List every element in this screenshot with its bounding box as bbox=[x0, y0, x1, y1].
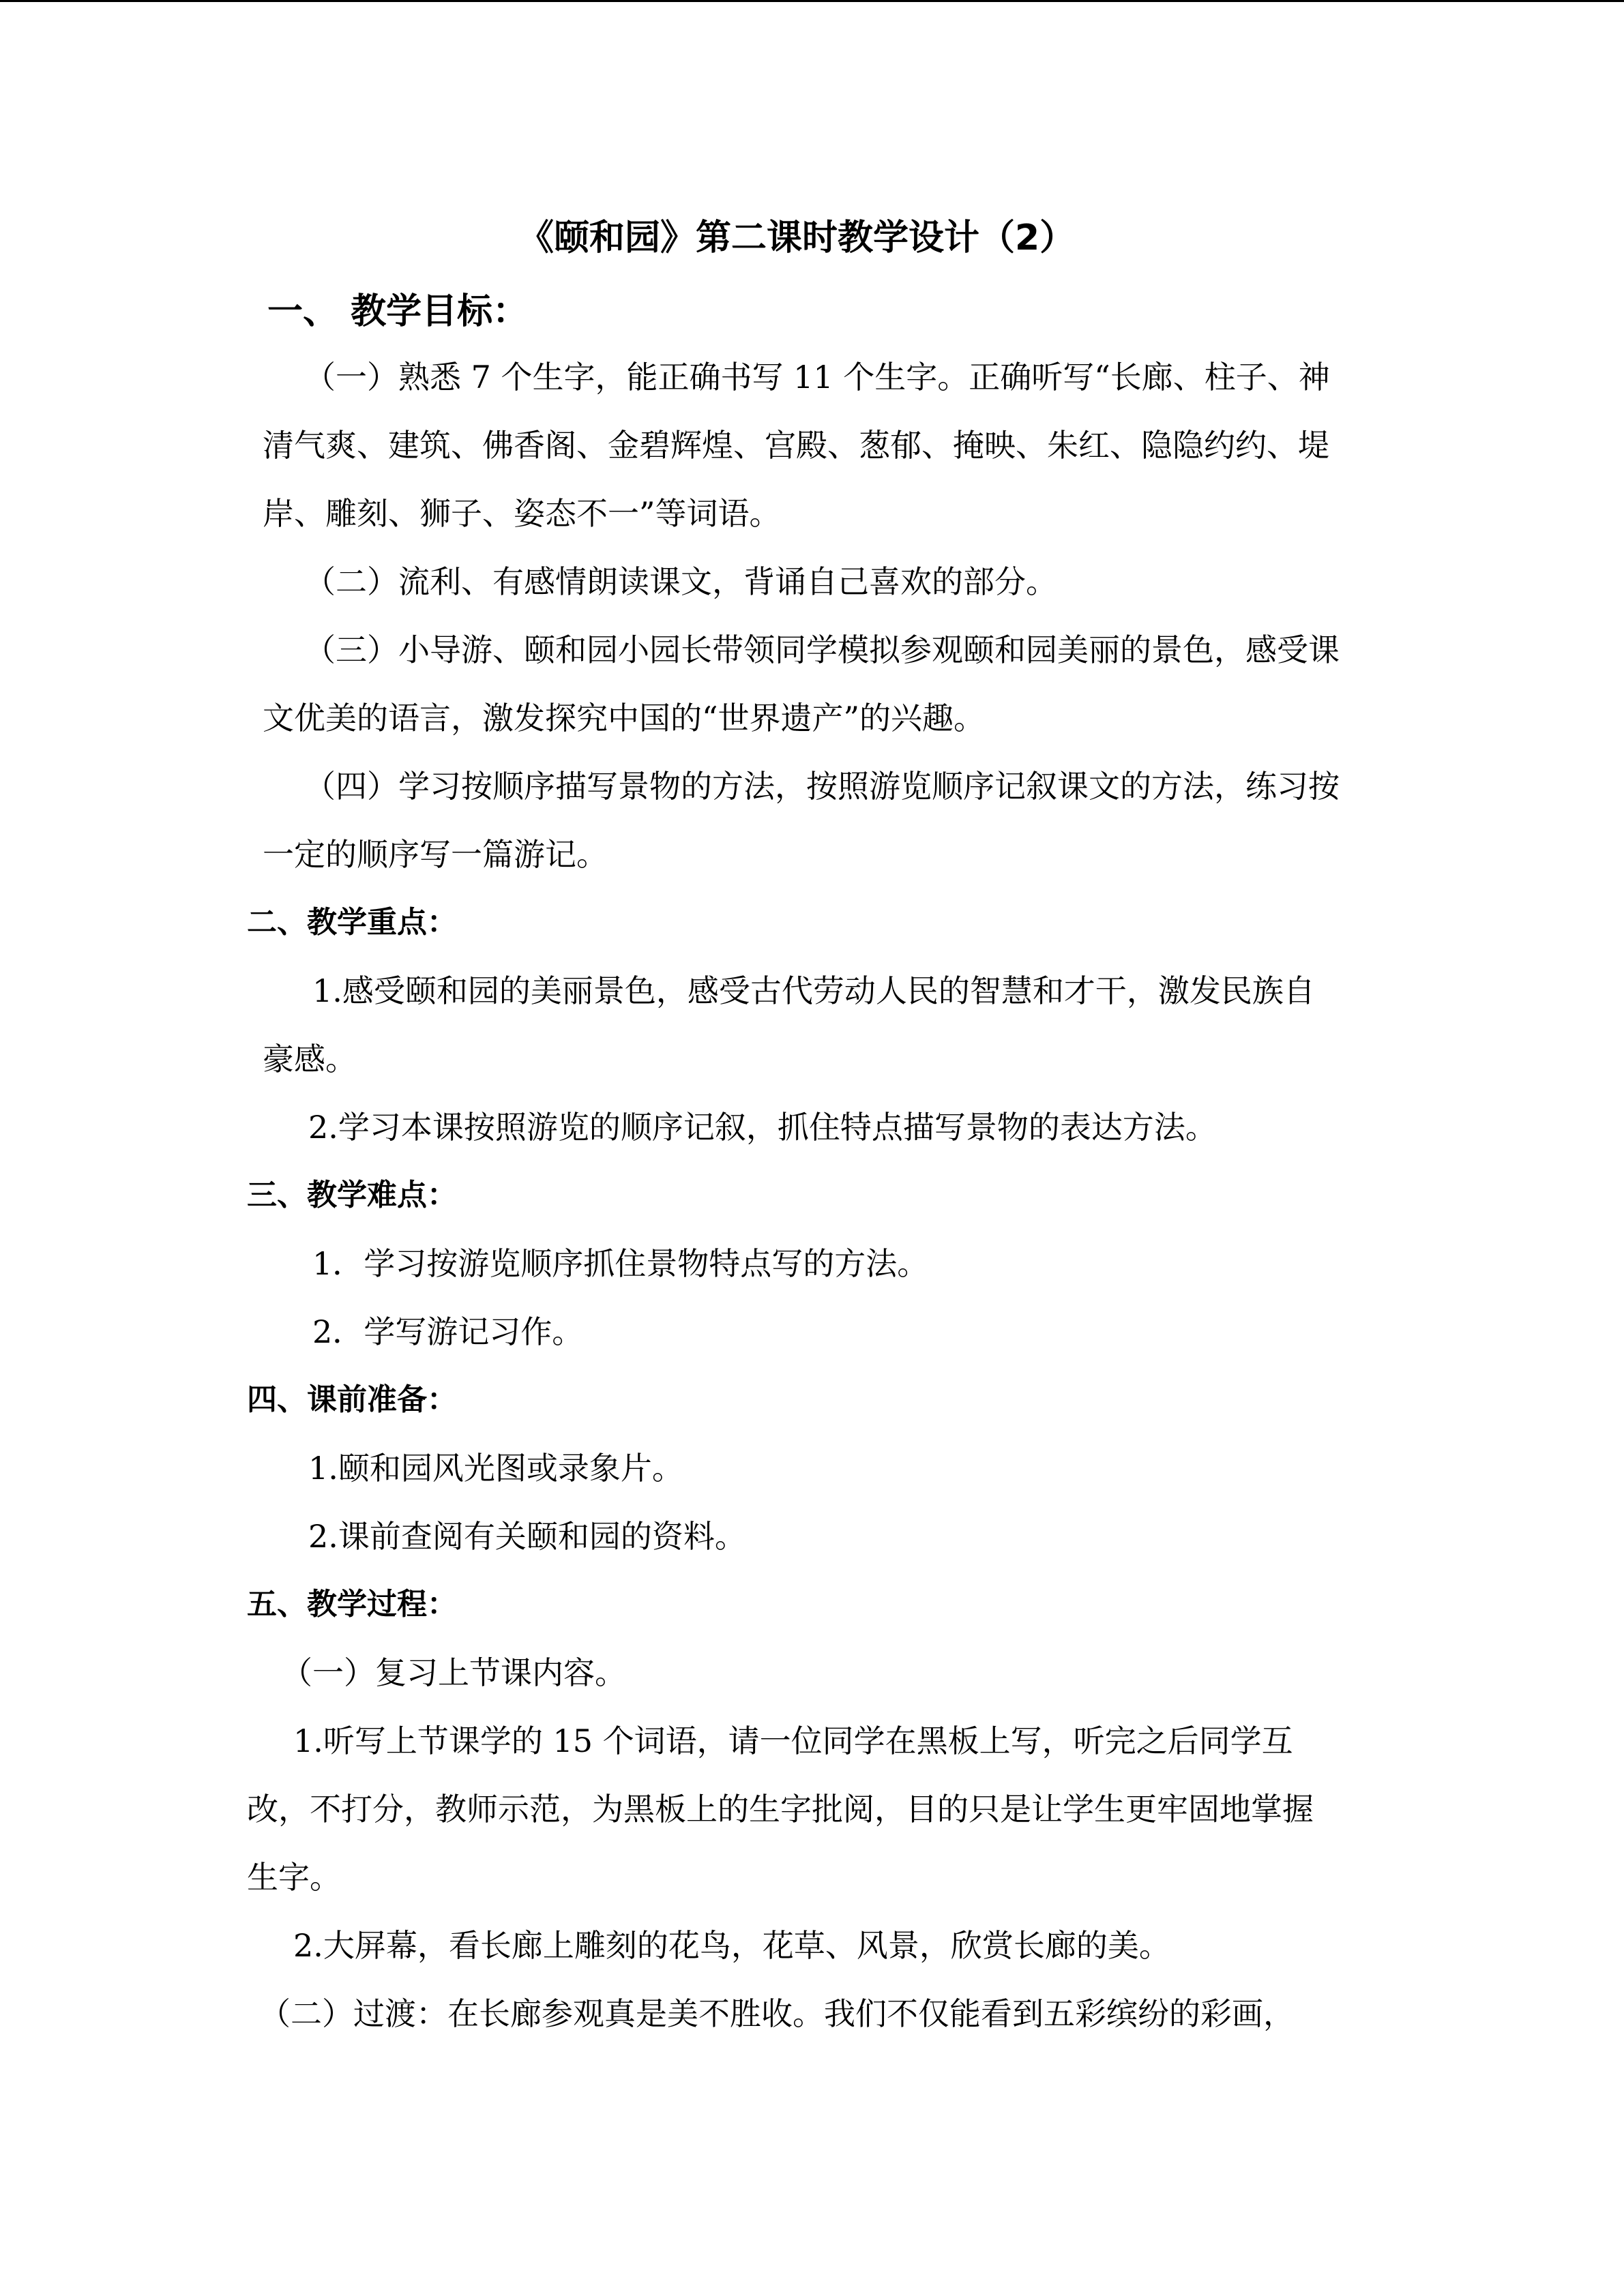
section-heading-difficulties: 三、教学难点： bbox=[247, 1178, 457, 1212]
paragraph-line: 2.课前查阅有关颐和园的资料。 bbox=[308, 1518, 746, 1555]
paragraph-line: 豪感。 bbox=[263, 1041, 357, 1077]
paragraph-line: （三）小导游、颐和园小园长带领同学模拟参观颐和园美丽的景色，感受课 bbox=[304, 631, 1340, 668]
paragraph-line: 生字。 bbox=[247, 1859, 341, 1896]
paragraph-line: 1.颐和园风光图或录象片。 bbox=[308, 1450, 683, 1487]
section-heading-key-points: 二、教学重点： bbox=[247, 905, 457, 940]
paragraph-line: （一）复习上节课内容。 bbox=[281, 1654, 626, 1691]
paragraph-line: 一定的顺序写一篇游记。 bbox=[263, 836, 608, 873]
paragraph-line: （一）熟悉 7 个生字，能正确书写 11 个生字。正确听写“长廊、柱子、神 bbox=[304, 359, 1330, 396]
paragraph-line: 1.听写上节课学的 15 个词语，请一位同学在黑板上写，听完之后同学互 bbox=[293, 1723, 1293, 1759]
paragraph-line: 岸、雕刻、狮子、姿态不一”等词语。 bbox=[263, 495, 781, 532]
paragraph-line: 1.感受颐和园的美丽景色，感受古代劳动人民的智慧和才干，激发民族自 bbox=[312, 972, 1315, 1009]
section-heading-objectives: 一、 教学目标： bbox=[267, 291, 529, 332]
paragraph-line: 文优美的语言，激发探究中国的“世界遗产”的兴趣。 bbox=[263, 700, 986, 736]
paragraph-line: （四）学习按顺序描写景物的方法，按照游览顺序记叙课文的方法，练习按 bbox=[304, 768, 1340, 805]
section-heading-process: 五、教学过程： bbox=[247, 1587, 457, 1622]
document-title: 《颐和园》第二课时教学设计（2） bbox=[518, 218, 1076, 258]
paragraph-line: 1．学习按游览顺序抓住景物特点写的方法。 bbox=[312, 1245, 929, 1282]
paragraph-line: 清气爽、建筑、佛香阁、金碧辉煌、宫殿、葱郁、掩映、朱红、隐隐约约、堤 bbox=[263, 427, 1329, 464]
paragraph-line: （二）流利、有感情朗读课文，背诵自己喜欢的部分。 bbox=[304, 563, 1057, 600]
paragraph-line: （二）过渡：在长廊参观真是美不胜收。我们不仅能看到五彩缤纷的彩画， bbox=[259, 1995, 1295, 2032]
paragraph-line: 2.学习本课按照游览的顺序记叙，抓住特点描写景物的表达方法。 bbox=[308, 1109, 1217, 1146]
section-heading-preparation: 四、课前准备： bbox=[247, 1382, 457, 1417]
paragraph-line: 改，不打分，教师示范，为黑板上的生字批阅，目的只是让学生更牢固地掌握 bbox=[247, 1791, 1314, 1828]
paragraph-line: 2.大屏幕，看长廊上雕刻的花鸟，花草、风景，欣赏长廊的美。 bbox=[293, 1927, 1170, 1964]
paragraph-line: 2．学写游记习作。 bbox=[312, 1313, 584, 1350]
